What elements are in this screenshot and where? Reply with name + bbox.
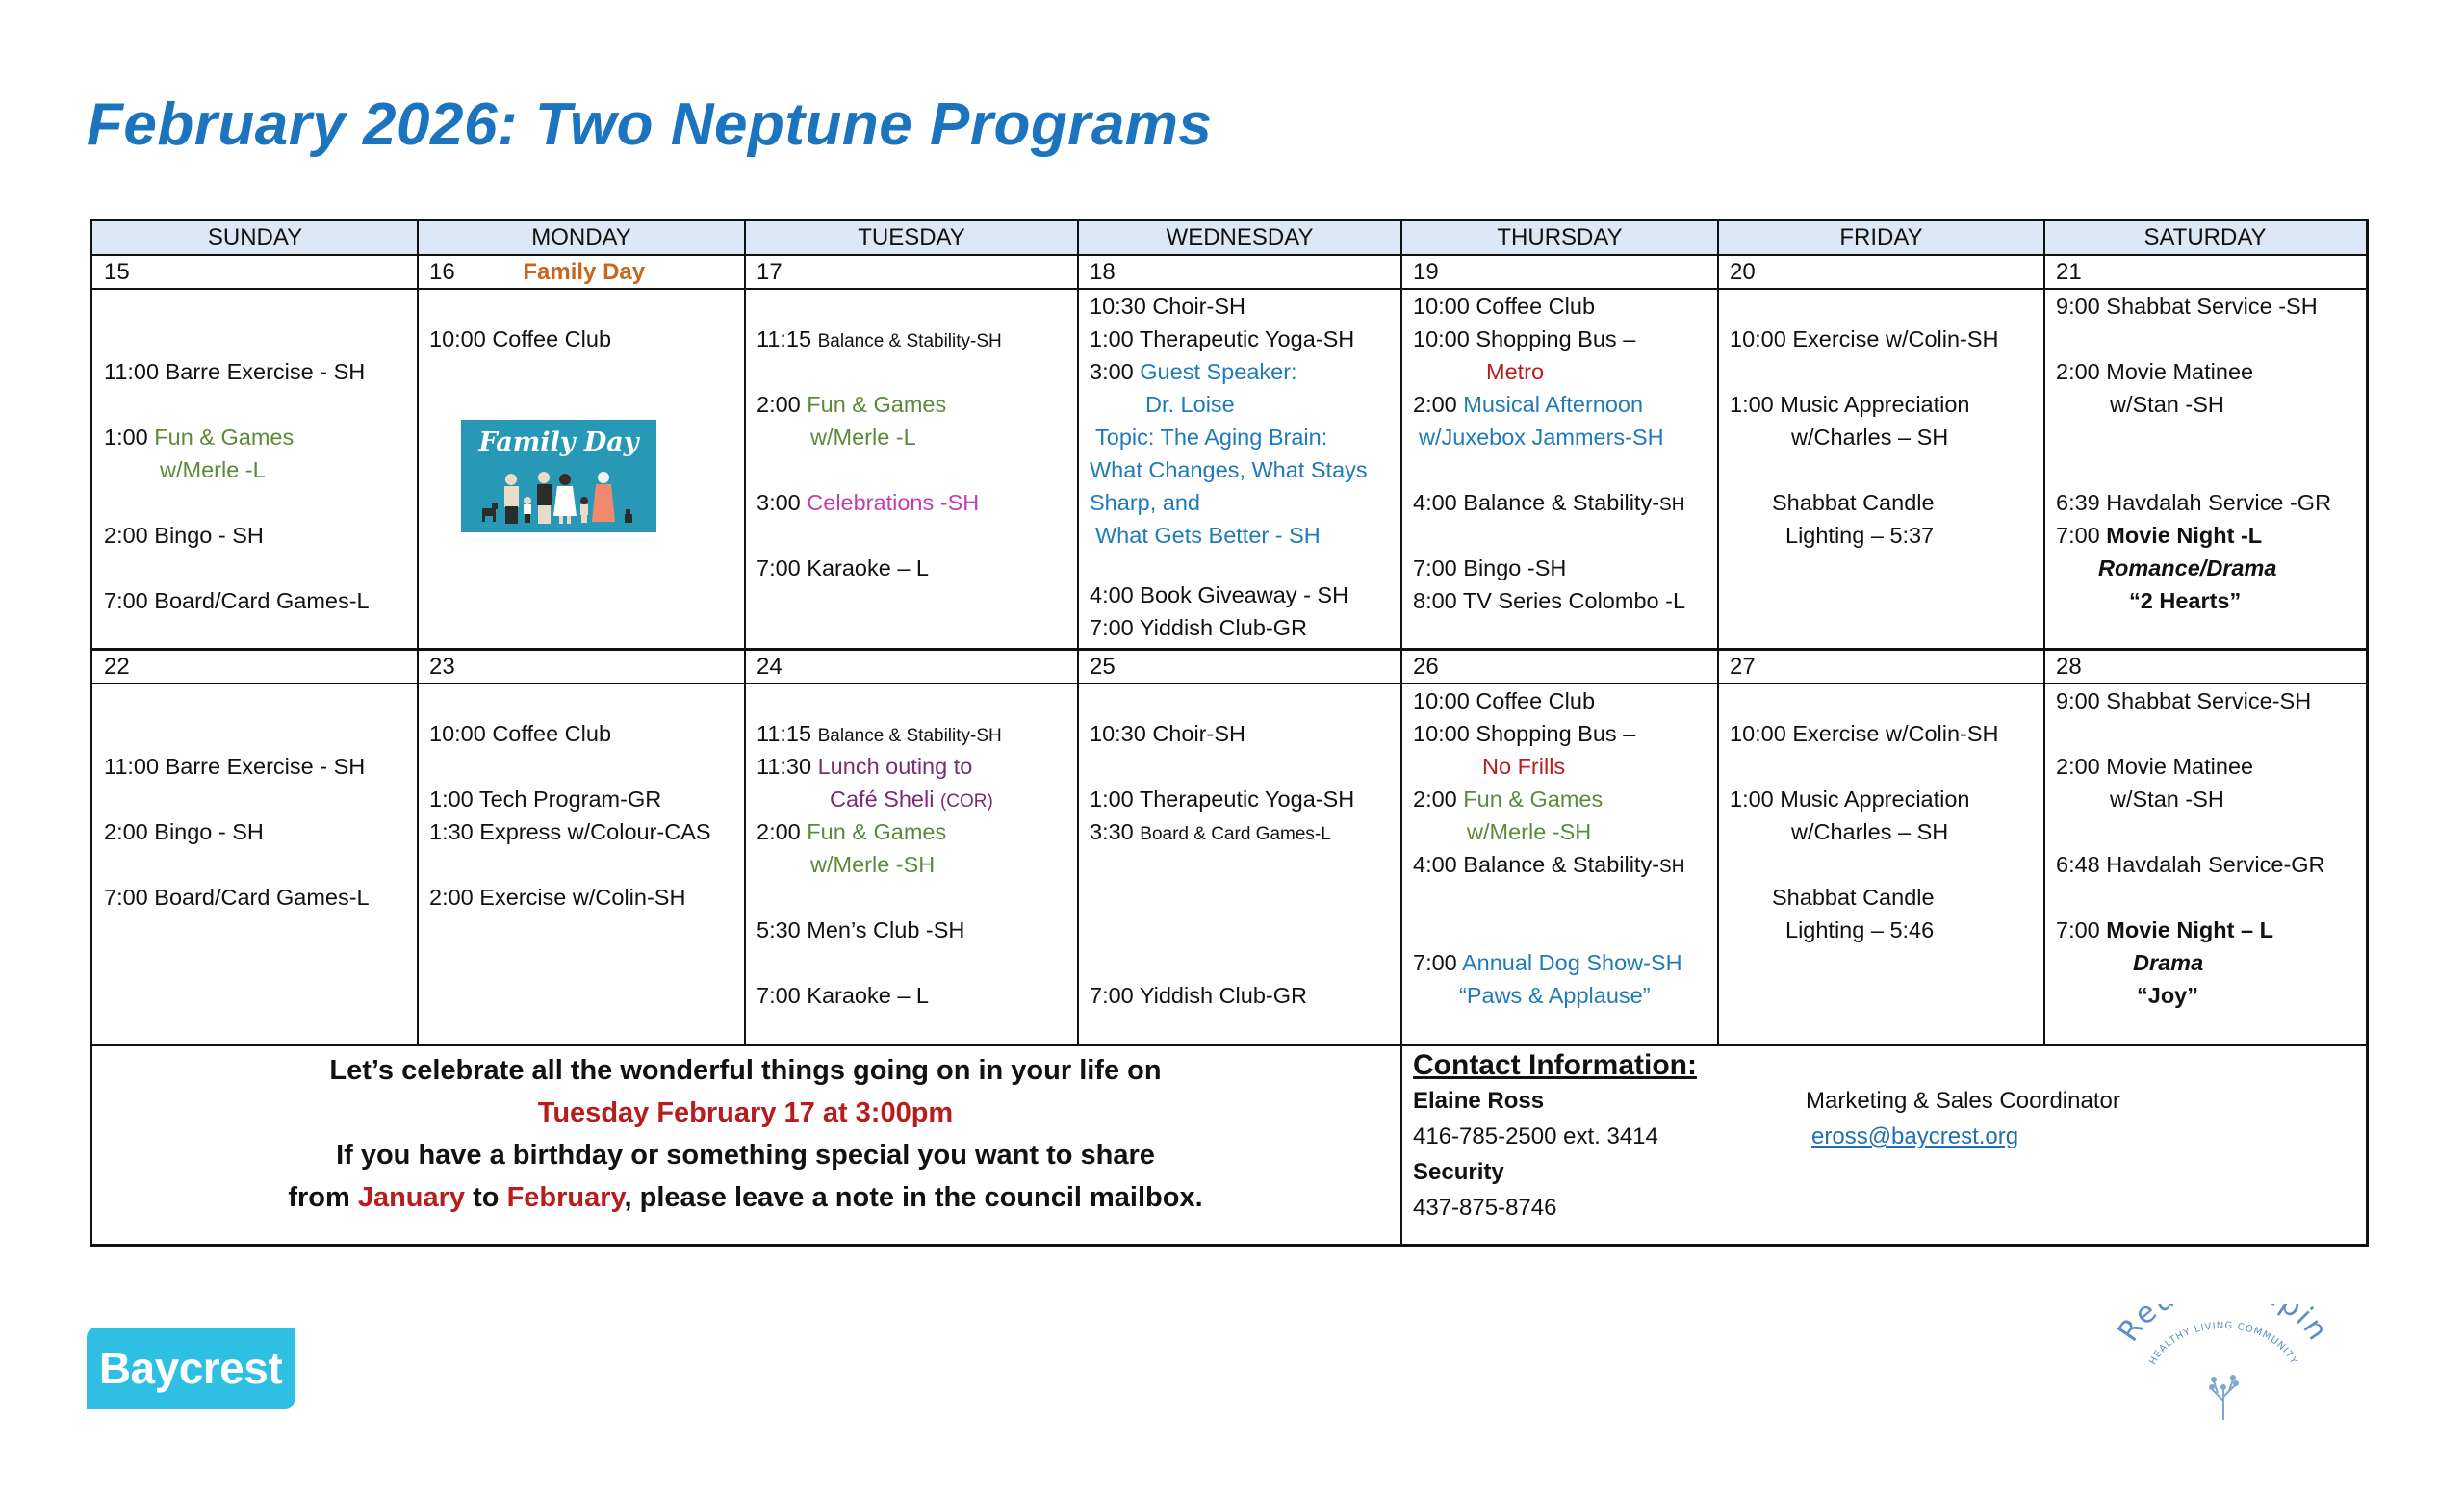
celebration-line: Let’s celebrate all the wonderful things going on in your life on (329, 1055, 1162, 1086)
cell-feb-19 (1401, 290, 1718, 617)
event: 7:00 Movie Night -L (2056, 523, 2263, 548)
date-23: 23 (429, 654, 455, 680)
event-detail: What Gets Better - SH (1095, 523, 1321, 548)
event: 9:00 Shabbat Service -SH (2056, 294, 2318, 319)
day-header-sunday: SUNDAY (92, 221, 418, 254)
cell-feb-23 (418, 684, 745, 914)
reuben-logo-subtitle: HEALTHY LIVING COMMUNITY (2147, 1320, 2299, 1367)
baycrest-logo: Baycrest (87, 1328, 295, 1409)
event: 7:00 Board/Card Games-L (104, 885, 370, 910)
contact-role: Marketing & Sales Coordinator (1806, 1088, 2120, 1114)
event: 3:00 Guest Speaker: (1090, 359, 1297, 384)
cell-feb-26 (1401, 684, 1718, 1012)
event: 11:00 Barre Exercise - SH (104, 754, 366, 779)
date-25: 25 (1090, 654, 1116, 680)
event: 2:00 Exercise w/Colin-SH (429, 885, 686, 910)
event: 2:00 Fun & Games (757, 819, 947, 844)
celebration-date: Tuesday February 17 at 3:00pm (537, 1097, 954, 1128)
cell-feb-25 (1078, 684, 1401, 1012)
cell-feb-27 (1718, 684, 2044, 946)
movie-genre: Romance/Drama (2098, 555, 2277, 580)
event: 7:00 Bingo -SH (1413, 555, 1567, 580)
cell-feb-17 (745, 290, 1078, 584)
event: 4:00 Balance & Stability-SH (1413, 852, 1685, 877)
event: 7:00 Board/Card Games-L (104, 588, 370, 613)
cell-feb-15 (92, 290, 418, 617)
contact-info (1413, 1047, 2356, 1225)
event-detail: “Paws & Applause” (1459, 983, 1651, 1008)
event: 10:00 Shopping Bus – (1413, 721, 1636, 746)
cell-feb-28 (2044, 684, 2366, 1012)
event: 11:15 Balance & Stability-SH (757, 721, 1002, 746)
date-19: 19 (1413, 259, 1439, 285)
event: 7:00 Yiddish Club-GR (1090, 615, 1307, 640)
event: 1:00 Therapeutic Yoga-SH (1090, 326, 1355, 351)
cell-feb-18 (1078, 290, 1401, 644)
date-28: 28 (2056, 654, 2082, 680)
reuben-cipin-logo (2108, 1304, 2339, 1425)
event: 2:00 Bingo - SH (104, 819, 264, 844)
event-detail: Topic: The Aging Brain: (1095, 425, 1328, 450)
date-18: 18 (1090, 259, 1116, 285)
day-header-saturday: SATURDAY (2044, 221, 2366, 254)
movie-genre: Drama (2133, 950, 2204, 975)
date-20: 20 (1730, 259, 1756, 285)
event: 6:48 Havdalah Service-GR (2056, 852, 2325, 877)
event: 6:39 Havdalah Service -GR (2056, 490, 2332, 515)
event: 10:00 Coffee Club (429, 721, 612, 746)
page-title: February 2026: Two Neptune Programs (87, 91, 1213, 158)
event: 1:00 Music Appreciation (1730, 392, 1970, 417)
calendar-table (90, 219, 2369, 1247)
event: 10:30 Choir-SH (1090, 294, 1245, 319)
event: 10:00 Coffee Club (1413, 688, 1596, 713)
celebration-notice (92, 1049, 1399, 1219)
event: 7:00 Movie Night – L (2056, 917, 2273, 942)
date-15: 15 (104, 259, 130, 285)
event-detail: w/Charles – SH (1791, 819, 1949, 844)
date-24: 24 (757, 654, 783, 680)
day-header-tuesday: TUESDAY (745, 221, 1078, 254)
event: 10:00 Coffee Club (1413, 294, 1596, 319)
candle-lighting: Shabbat Candle (1772, 885, 1935, 910)
event: 10:00 Coffee Club (429, 326, 612, 351)
contact-phone: 416-785-2500 ext. 3414 (1413, 1123, 1658, 1149)
cell-feb-22 (92, 684, 418, 914)
day-header-thursday: THURSDAY (1401, 221, 1718, 254)
event-detail: w/Juxebox Jammers-SH (1419, 425, 1664, 450)
event: 3:30 Board & Card Games-L (1090, 819, 1331, 844)
event-detail: Metro (1486, 359, 1545, 384)
day-header-friday: FRIDAY (1718, 221, 2044, 254)
event: 11:00 Barre Exercise - SH (104, 359, 366, 384)
cell-feb-20 (1718, 290, 2044, 552)
event-detail: w/Merle -L (160, 457, 266, 482)
celebration-line: from January to February, please leave a note in the council mailbox. (288, 1182, 1203, 1213)
event-detail: Dr. Loise (1145, 392, 1235, 417)
event: 7:00 Annual Dog Show-SH (1413, 950, 1682, 975)
day-header-monday: MONDAY (418, 221, 745, 254)
celebration-line: If you have a birthday or something special you want to share (336, 1140, 1155, 1171)
event: 9:00 Shabbat Service-SH (2056, 688, 2312, 713)
event: 2:00 Musical Afternoon (1413, 392, 1644, 417)
movie-title: “2 Hearts” (2129, 588, 2242, 613)
event: 10:00 Shopping Bus – (1413, 326, 1636, 351)
date-number: 16 (429, 259, 455, 285)
event-detail: Café Sheli (COR) (830, 787, 993, 812)
tree-icon (2210, 1376, 2238, 1420)
event-detail: What Changes, What Stays (1090, 457, 1368, 482)
event-detail: w/Charles – SH (1791, 425, 1949, 450)
event-detail: Sharp, and (1090, 490, 1200, 515)
event: 2:00 Movie Matinee (2056, 754, 2254, 779)
movie-title: “Joy” (2137, 983, 2198, 1008)
family-day-image-text: Family Day (478, 427, 639, 457)
security-phone: 437-875-8746 (1413, 1195, 1557, 1221)
date-26: 26 (1413, 654, 1439, 680)
event: 10:00 Exercise w/Colin-SH (1730, 721, 1999, 746)
security-label: Security (1413, 1159, 1504, 1185)
event: 11:30 Lunch outing to (757, 754, 973, 779)
event: 8:00 TV Series Colombo -L (1413, 588, 1686, 613)
date-21: 21 (2056, 259, 2082, 285)
event-detail: No Frills (1482, 754, 1566, 779)
event: 11:15 Balance & Stability-SH (757, 326, 1002, 351)
family-day-image (461, 420, 656, 532)
reuben-logo-title: Re pin (2111, 1304, 2336, 1349)
holiday-label: Family Day (523, 259, 646, 285)
divider (92, 1044, 2366, 1046)
event: 1:00 Fun & Games (104, 425, 295, 450)
candle-lighting-time: Lighting – 5:37 (1785, 523, 1935, 548)
day-header-wednesday: WEDNESDAY (1078, 221, 1401, 254)
candle-lighting: Shabbat Candle (1772, 490, 1935, 515)
event-detail: w/Merle -SH (810, 852, 936, 877)
event-detail: w/Stan -SH (2110, 787, 2224, 812)
svg-text:HEALTHY LIVING COMMUNITY (2147, 1321, 2298, 1367)
date-27: 27 (1730, 654, 1756, 680)
cell-feb-16 (418, 290, 745, 355)
cell-feb-21 (2044, 290, 2366, 617)
event: 4:00 Book Giveaway - SH (1090, 582, 1349, 607)
contact-email-link[interactable]: eross@baycrest.org (1811, 1123, 2019, 1149)
date-16 (418, 255, 645, 290)
contact-name: Elaine Ross (1413, 1088, 1545, 1114)
event-detail: w/Merle -SH (1467, 819, 1592, 844)
event: 2:00 Fun & Games (1413, 787, 1604, 812)
date-22: 22 (104, 654, 130, 680)
candle-lighting-time: Lighting – 5:46 (1785, 917, 1935, 942)
date-17: 17 (757, 259, 783, 285)
family-illustration-icon (461, 420, 656, 532)
cell-feb-24 (745, 684, 1078, 1012)
event: 7:00 Yiddish Club-GR (1090, 983, 1307, 1008)
event-detail: w/Merle -L (810, 425, 916, 450)
event: 1:00 Therapeutic Yoga-SH (1090, 787, 1355, 812)
event-detail: w/Stan -SH (2110, 392, 2224, 417)
event: 7:00 Karaoke – L (757, 555, 929, 580)
event: 4:00 Balance & Stability-SH (1413, 490, 1685, 515)
contact-heading: Contact Information: (1413, 1049, 1697, 1081)
event: 7:00 Karaoke – L (757, 983, 929, 1008)
event: 2:00 Bingo - SH (104, 523, 264, 548)
event: 1:00 Music Appreciation (1730, 787, 1970, 812)
event: 10:00 Exercise w/Colin-SH (1730, 326, 1999, 351)
event: 5:30 Men’s Club -SH (757, 917, 965, 942)
event: 1:30 Express w/Colour-CAS (429, 819, 711, 844)
event: 10:30 Choir-SH (1090, 721, 1245, 746)
event: 2:00 Fun & Games (757, 392, 947, 417)
event: 1:00 Tech Program-GR (429, 787, 662, 812)
event: 2:00 Movie Matinee (2056, 359, 2254, 384)
event: 3:00 Celebrations -SH (757, 490, 980, 515)
